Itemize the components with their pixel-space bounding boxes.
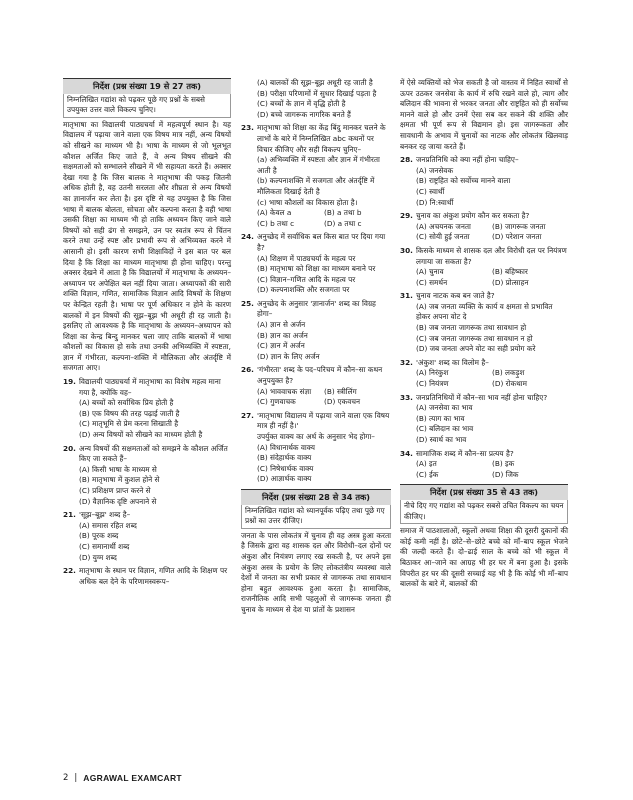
answer-option: (B) संदेहार्थक वाक्य: [257, 453, 312, 463]
answer-option: (D) अन्य विषयों को सीखने का माध्यम होती है: [79, 430, 203, 440]
question: [241, 123, 391, 155]
answer-option: (C) गुणवाचक: [257, 397, 296, 407]
answer-option: (C) सोयी हुई जनता: [416, 232, 470, 242]
answer-option: (D) आज्ञार्थक वाक्य: [257, 474, 312, 484]
question-text: 'सूझ–बूझ' शब्द है–: [79, 510, 131, 520]
section-instruction-35-43: नीचे दिए गए गद्यांश को पढ़कर सबसे उचित विकल्प का चयन कीजिए।: [400, 500, 568, 524]
answer-option: (b) कल्पनाशक्ति में सजगता और अंतर्दृष्टि में मौलिकता दिखाई देती है: [257, 176, 375, 196]
question-number: 20.: [63, 443, 76, 453]
question-list-3: [400, 155, 568, 480]
passage-2-continued: में ऐसे व्यक्तियों को भेज सकती है जो वास्तव में निहित स्वार्थों से ऊपर उठकर जनसेवा के कार्य में रुचि रखने वाले हो, त्याग और बलिदान की भावना से भरकर जनता और राष्ट्रहित को ही सर्वोच्च मानने वाले हो और उनमें ऐसा सब कर सकने की शक्ति और क्षमता भी पूर्ण रूप से विद्यमान हो। इस जागरूकता और सावधानी के अभाव में चुनावों का नाटक और लोकतंत्र खिलवाड़ बनकर रह जाया करते हैं।: [400, 78, 568, 151]
q27-tail: उपर्युक्त वाक्य का अर्थ के अनुसार भेद होगा–: [257, 432, 375, 441]
answer-option: (C) मातृभूमि से प्रेम करना सिखाती है: [79, 419, 179, 429]
answer-option-row: [241, 397, 391, 408]
answer-option: (D) जब जनता अपने वोट का सही प्रयोग करे: [416, 344, 536, 354]
question-number: 23.: [241, 123, 254, 133]
answer-option-row: [400, 470, 568, 481]
answer-option-row: [400, 379, 568, 390]
q27-options: [241, 443, 391, 485]
answer-option: (C) बच्चों के ज्ञान में वृद्धि होती है: [257, 99, 346, 109]
question: [400, 246, 568, 267]
answer-option: (B) बहिष्कार: [492, 267, 528, 277]
question: [400, 211, 568, 222]
answer-option: (B) त्याग का भाव: [416, 413, 465, 423]
question-text: 'अंकुश' शब्द का विलोम है–: [416, 357, 489, 367]
column-3: [400, 78, 568, 590]
question-number: 28.: [400, 155, 413, 165]
answer-option: (D) प्रोत्साहन: [492, 277, 529, 287]
answer-option-row: [400, 368, 568, 379]
answer-option: (D) परेशान जनता: [492, 232, 542, 242]
column-1: [63, 78, 231, 587]
question-number: 26.: [241, 365, 254, 375]
answer-option: (D) नि:स्वार्थी: [416, 197, 454, 207]
answer-option-row: [241, 219, 391, 230]
answer-option: (D) स्वार्थ का भाव: [416, 435, 467, 444]
answer-option: (A) जनसेवा का भाव: [416, 403, 473, 413]
answer-option: (B) स्त्रीलिंग: [324, 386, 357, 396]
answer-option: (A) बालकों की सूझ–बूझ अधूरी रह जाती है: [257, 78, 373, 87]
question: [400, 393, 568, 404]
answer-option: (D) एकवचन: [324, 397, 361, 407]
question-text: मातृभाषा के स्थान पर विज्ञान, गणित आदि के शिक्षण पर अधिक बल देने के परिणामस्वरूप–: [79, 566, 228, 586]
publisher-brand: AGRAWAL EXAMCART: [83, 773, 182, 783]
question: [241, 299, 391, 320]
question-text: चुनाव नाटक कब बन जाते है?: [416, 291, 495, 301]
question-number: 27.: [241, 410, 254, 420]
answer-option: (B) इक: [492, 459, 515, 469]
question: [241, 411, 391, 432]
answer-option: (A) ज्ञान से अर्जन: [257, 320, 306, 330]
question-number: 19.: [63, 377, 76, 387]
answer-option-row: [400, 222, 568, 233]
answer-option: (A) जनसेवक: [416, 165, 454, 175]
answer-option: (A) निरंकुश: [416, 368, 449, 378]
answer-option: (C) ईक: [416, 469, 439, 479]
question: [63, 510, 231, 521]
answer-option-row: [241, 208, 391, 219]
answer-option: (B) एक विषय की तरह पढ़ाई जाती है: [79, 408, 180, 418]
passage-2: जनता के पास लोकतंत्र में चुनाव ही वह अस्त्र हुआ करता है जिसके द्वारा वह शासक दल और विरोधी–दल दोनों पर अंकुश और नियंत्रण लगाए रख सकती है, पर अपने इस अंकुश अस्त्र के प्रयोग के लिए लोकतंत्रीय व्यवस्था वाले देशों में जनता का सभी प्रकार से जागरूक तथा सावधान होना बहुत आवश्यक हुआ करता है। सामाजिक, राजनीतिक आदि सभी पहलुओं से जागरूक जनता ही चुनाव के माध्यम से देश या प्रांतों के प्रशासन: [241, 530, 391, 614]
answer-option-row: [400, 278, 568, 289]
question-text: मातृभाषा को शिक्षा का केंद्र बिंदु मानकर चलने के लाभों के बारे में निम्नलिखित abc कथनों पर विचार कीजिए और सही विकल्प चुनिए–: [257, 123, 386, 154]
question-text: किसके माध्यम से शासक दल और विरोधी दल पर नियंत्रण लगाया जा सकता है?: [416, 245, 567, 266]
question-text: अन्य विषयों की सक्षमताओं को समझने के कौशल अर्जित किए जा सकते हैं–: [79, 443, 228, 464]
question: [63, 566, 231, 587]
answer-option: (B) मातृभाषा को शिक्षा का माध्यम बनाने पर: [257, 264, 376, 274]
question: [241, 232, 391, 253]
question-number: 25.: [241, 298, 254, 308]
question: [400, 155, 568, 166]
answer-option-row: [400, 232, 568, 243]
answer-option: (C) जब जनता जागरूक तथा सावधान न हो: [416, 333, 533, 343]
answer-option: (D) जिक: [492, 469, 519, 479]
answer-option-row: [400, 459, 568, 470]
answer-option: (D) बच्चे जागरूक नागरिक बनते हैं: [257, 109, 351, 119]
answer-option: (D) कल्पनाशक्ति और सजगता पर: [257, 285, 350, 295]
question: [400, 358, 568, 369]
question-number: 31.: [400, 291, 413, 301]
answer-option: (C) समानार्थी शब्द: [79, 541, 130, 551]
answer-option: (C) बलिदान का भाव: [416, 424, 474, 434]
answer-option: (B) a तथा b: [324, 208, 362, 218]
question: [400, 449, 568, 460]
answer-option-row: [241, 387, 391, 398]
answer-option: (A) बच्चों को सर्वाधिक प्रिय होती है: [79, 398, 174, 408]
question-text: जनप्रतिनिधि को क्या नहीं होना चाहिए–: [416, 155, 519, 165]
passage-1: मातृभाषा का विद्यालयी पाठ्यचर्या में महत्वपूर्ण स्थान है। यह विद्यालय में पढ़ाया जाने वाला एक विषय मात्र नहीं, अन्य विषयों को सीखने का माध्यम भी है। भाषा के माध्यम से जो भूलभूत कौशल अर्जित किए जाते हैं, वे अन्य विषय सीखने की सक्षमताओं को सम्भालने सीखने में भी सहायता करते हैं। अक्सर देखा गया है कि जिस बालक ने मातृभाषा की पकड़ जितनी अधिक होती है, वह उतनी सरलता और शीघ्रता से अन्य विषयों का ज्ञानार्जन कर लेता है। इस दृष्टि से यह उपयुक्त है कि जिस भाषा में बालक बोलता, सोचता और कल्पना करता है वही भाषा उसकी शिक्षा का माध्यम भी हो ताकि अध्ययन किए जाने वाले विषयों को सही ढंग से समझने, उन पर स्वतंत्र रूप से चिंतन करने तथा उन्हें स्पष्ट और प्रभावी रूप से अभिव्यक्त करने में आसानी हो। इसी कारण सभी शिक्षाविदों ने इस बात पर बल दिया है कि शिक्षा का माध्यम मातृभाषा ही होना चाहिए। परन्तु अक्सर देखने में आता है कि विद्यालयों में मातृभाषा के अध्ययन–अध्यापन पर अपेक्षित बल नहीं दिया जाता। अध्यापकों की सारी शक्ति विज्ञान, गणित, सामाजिक विज्ञान आदि विषयों के शिक्षण पर केन्द्रित रहती है। भाषा पर पूर्ण अधिकार न होने के कारण बालकों में इन विषयों की सूझ–बूझ भी अधूरी ही रह जाती है। इसलिए तो आवश्यक है कि मातृभाषा के अध्ययन–अध्यापन को शिक्षा का केन्द्र बिन्दु मानकर चला जाए ताकि बालकों में भाषा कौशलों का विकास हो सके तथा उनकी अभिव्यक्ति में स्पष्टता, ज्ञान में गंभीरता, कल्पना–शक्ति में मौलिकता और अंतर्दृष्टि में सजगता आए।: [63, 119, 231, 373]
answer-option: (B) जागरूक जनता: [492, 221, 546, 231]
answer-option: (B) राष्ट्रहित को सर्वोच्च मानने वाला: [416, 176, 511, 186]
answer-option: (C) नियंत्रण: [416, 379, 449, 389]
answer-option: (D) ज्ञान के लिए अर्जन: [257, 351, 320, 361]
question-number: 22.: [63, 566, 76, 576]
question-text: 'गंभीरता' शब्द के पद–परिचय में कौन–सा कथन अनुपयुक्त है?: [257, 365, 383, 386]
question-text: अनुच्छेद में सर्वाधिक बल किस बात पर दिया गया है?: [257, 232, 386, 252]
answer-option: (B) पूरक शब्द: [79, 531, 119, 541]
question-list-1: [63, 377, 231, 587]
answer-option: (A) केवल a: [257, 208, 292, 218]
answer-option: (A) समास रहित शब्द: [79, 520, 137, 530]
answer-option: (A) जब जनता व्यक्ति के कार्य व क्षमता से प्रभावित होकर अपना वोट दे: [416, 301, 553, 322]
answer-option: (C) विज्ञान–गणित आदि के महत्व पर: [257, 274, 356, 284]
question-text: अनुच्छेद के अनुसार 'ज्ञानार्जन' शब्द का विग्रह होगा–: [257, 298, 376, 319]
question-number: 30.: [400, 245, 413, 255]
answer-option: (C) निषेधार्थक वाक्य: [257, 463, 314, 473]
question-text: सामाजिक शब्द में कौन–सा प्रत्यय है?: [416, 448, 514, 458]
answer-option: (B) लकड़ुश: [492, 368, 525, 378]
column-2: [241, 78, 391, 616]
answer-option: (C) प्रशिक्षण प्राप्त करने से: [79, 486, 151, 495]
question-text: विद्यालयी पाठ्यचर्या में मातृभाषा का विशेष महत्व माना गया है, क्योंकि वह–: [79, 377, 221, 397]
question-number: 24.: [241, 232, 254, 242]
page-number: 2: [63, 773, 69, 783]
answer-option: (A) भाववाचक संज्ञा: [257, 386, 312, 396]
answer-option: (D) वैज्ञानिक दृष्टि अपनाने से: [79, 496, 157, 506]
answer-option: (c) भाषा कौशलों का विकास होता है।: [257, 197, 358, 207]
question: [241, 365, 391, 386]
answer-option: (D) युग्म शब्द: [79, 552, 117, 562]
section-header-35-43: निर्देश (प्रश्न संख्या 35 से 43 तक): [400, 484, 568, 500]
answer-option: (C) समर्थन: [416, 277, 448, 287]
answer-option: (C) स्वार्थी: [416, 186, 445, 196]
page-footer: [63, 773, 182, 783]
question: [63, 444, 231, 465]
answer-option: (A) चुनाव: [416, 267, 444, 277]
footer-separator: |: [74, 773, 78, 783]
passage-3: समाज में पाठशालाओं, स्कूलों अथवा शिक्षा की दूसरी दुकानों की कोई कमी नहीं है। छोटे–से–छोटे बच्चे को माँ–बाप स्कूल भेजने की जल्दी करते हैं। दो–ढाई साल के बच्चे को भी स्कूल में बिठाकर आ–जाने का आग्रह भी हर घर में बना हुआ है। इसके विपरीत हर घर की दूसरी सच्चाई यह भी है कि कोई भी माँ–बाप बालकों के बारे में, बालकों की: [400, 526, 568, 589]
question: [400, 291, 568, 302]
section-instruction-19-27: निम्नलिखित गद्यांश को पढ़कर पूछे गए प्रश्नों के सबसे उपयुक्त उत्तर वाले विकल्प चुनिए।: [63, 94, 231, 118]
answer-option-row: [400, 267, 568, 278]
answer-option: (B) ज्ञान का अर्जन: [257, 330, 308, 340]
answer-option: (A) इत: [416, 459, 437, 469]
question-list-2: [241, 123, 391, 432]
answer-option: (C) b तथा c: [257, 218, 295, 228]
answer-option: (B) मातृभाषा में कुशल होने से: [79, 475, 160, 485]
answer-option: (A) अचयनक जनता: [416, 221, 471, 231]
answer-option: (a) अभिव्यक्ति में स्पष्टता और ज्ञान में गंभीरता आती है: [257, 155, 380, 175]
question: [63, 377, 231, 398]
question-number: 32.: [400, 357, 413, 367]
question-text: चुनाव का अंकुश प्रयोग कौन कर सकता है?: [416, 211, 530, 221]
question-number: 29.: [400, 211, 413, 221]
answer-option: (D) रोकथाम: [492, 379, 528, 389]
answer-option: (D) a तथा c: [324, 218, 362, 228]
section-header-28-34: निर्देश (प्रश्न संख्या 28 से 34 तक): [241, 489, 391, 505]
section-instruction-28-34: निम्नलिखित गद्यांश को ध्यानपूर्वक पढ़िए तथा पूछे गए प्रश्नों का उत्तर दीजिए।: [241, 505, 391, 529]
answer-option: (B) जब जनता जागरूक तथा सावधान हो: [416, 323, 527, 333]
answer-option: (A) शिक्षण में पाठ्यचर्या के महत्व पर: [257, 253, 356, 263]
answer-option: (A) किसी भाषा के माध्यम से: [79, 464, 157, 474]
section-header-19-27: निर्देश (प्रश्न संख्या 19 से 27 तक): [63, 78, 231, 94]
answer-option: (A) विधानार्थक वाक्य: [257, 442, 315, 452]
question-number: 34.: [400, 448, 413, 458]
answer-option: (C) ज्ञान में अर्जन: [257, 341, 305, 351]
q22-options: [241, 78, 391, 120]
question-number: 33.: [400, 392, 413, 402]
question-text: 'मातृभाषा विद्यालय में पढ़ाया जाने वाला एक विषय मात्र ही नहीं है।': [257, 410, 390, 431]
question-number: 21.: [63, 510, 76, 520]
answer-option: (B) परीक्षा परिणामों में सुधार दिखाई पड़ता है: [257, 88, 377, 98]
question-text: जनप्रतिनिधियों में कौन–सा भाव नहीं होना चाहिए?: [416, 392, 548, 402]
